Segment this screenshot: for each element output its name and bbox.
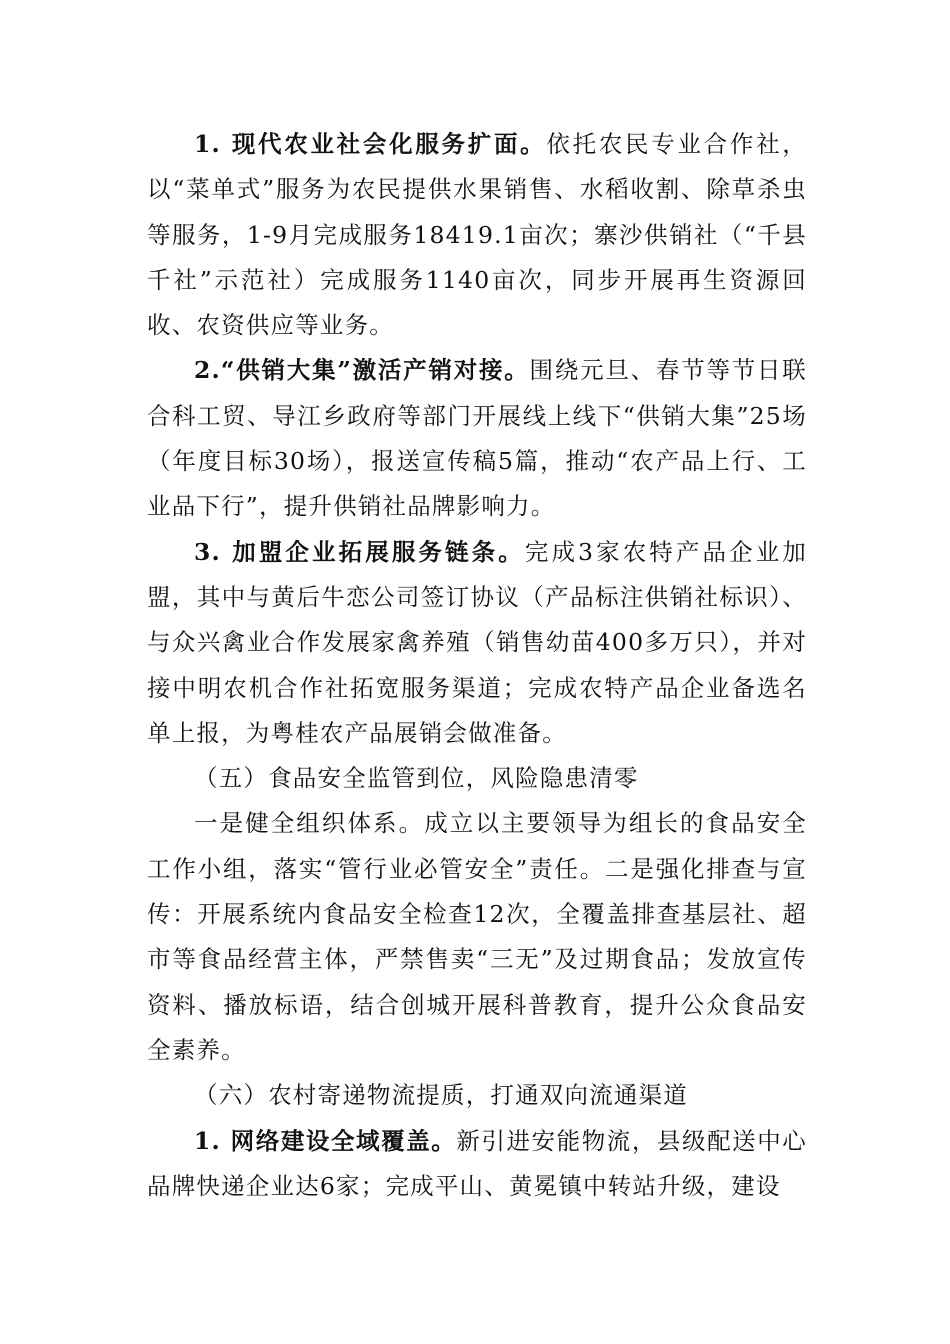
paragraph-lead: 2.“供销大集”激活产销对接。 [194, 356, 530, 385]
paragraph-body: 依托农民专业合作社，以“菜单式”服务为农民提供水果销售、水稻收割、除草杀虫等服务，1-9月完成服务18419.1亩次；寨沙供销社（“千县千社”示范社）完成服务1140亩次，同步开展再生资源回收、农资供应等业务。 [147, 130, 808, 340]
paragraph-food-safety: 一是健全组织体系。成立以主要领导为组长的食品安全工作小组，落实“管行业必管安全”责任。二是强化排查与宣传：开展系统内食品安全检查12次，全覆盖排查基层社、超市等食品经营主体，严禁售卖“三无”及过期食品；发放宣传资料、播放标语，结合创城开展科普教育，提升公众食品安全素养。 [147, 809, 807, 1064]
paragraph-enterprise-alliance [147, 530, 807, 756]
section-heading-food-safety: （五）食品安全监管到位，风险隐患清零 [194, 764, 639, 793]
paragraph-lead: 3. 加盟企业拓展服务链条。 [194, 537, 525, 566]
section-heading-logistics: （六）农村寄递物流提质，打通双向流通渠道 [194, 1081, 688, 1110]
paragraph-social-service [147, 122, 807, 348]
paragraph-body: 新引进安能物流，县级配送中心品牌快递企业达6家；完成平山、黄冕镇中转站升级，建设 [147, 1126, 807, 1200]
paragraph-lead: 1. 现代农业社会化服务扩面。 [194, 130, 547, 158]
paragraph-lead: 1. 网络建设全域覆盖。 [194, 1126, 457, 1155]
paragraph-supply-market [147, 348, 807, 529]
paragraph-body: 完成3家农特产品企业加盟，其中与黄后牛恋公司签订协议（产品标注供销社标识）、与众兴禽业合作发展家禽养殖（销售幼苗400多万只），并对接中明农机合作社拓宽服务渠道；完成农特产品企业备选名单上报，为粤桂农产品展销会做准备。 [147, 537, 808, 747]
paragraph-body: 围绕元旦、春节等节日联合科工贸、导江乡政府等部门开展线上线下“供销大集”25场（年度目标30场），报送宣传稿5篇，推动“农产品上行、工业品下行”，提升供销社品牌影响力。 [147, 356, 807, 521]
paragraph-network-coverage [147, 1119, 807, 1210]
document-page [147, 122, 807, 1209]
